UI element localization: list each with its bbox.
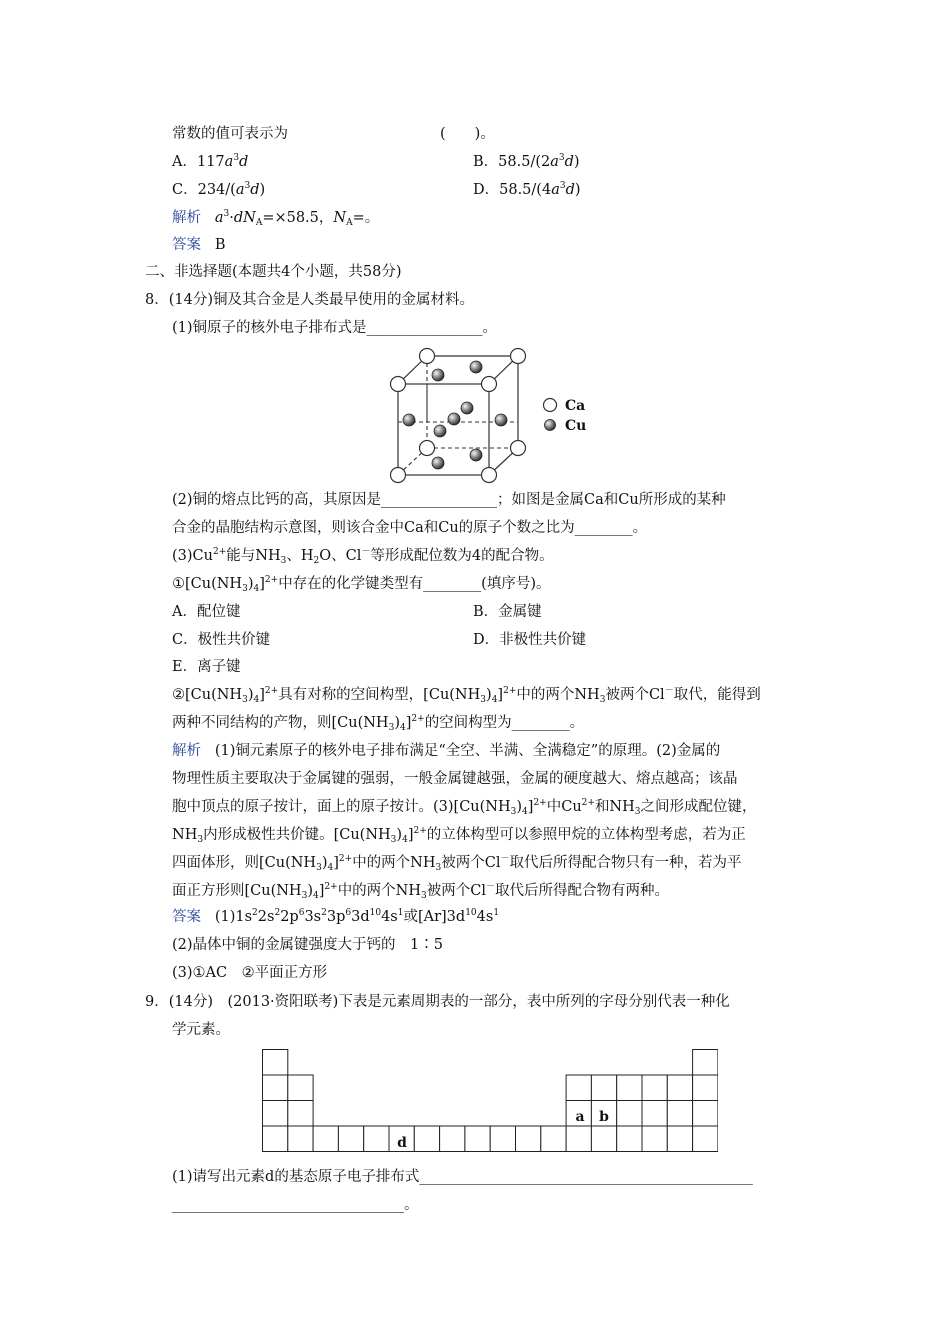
q8-part3: $(3)Cu^{2+}$能与$NH_3$、$H_2O$、Cl－等形成配位数为4的配合物。 [172,547,554,566]
cu-atom [495,414,507,426]
element-b-label: b [599,1109,609,1125]
q8-part3-2-line2: 两种不同结构的产物，则$[Cu(NH_3)_4]^{2+}$的空间构型为________。 [172,714,585,733]
q8-option-d: D．非极性共价键 [473,632,587,648]
periodic-table-cell [642,1126,667,1152]
q8-part3-2-line1: $②[Cu(NH_3)_4]^{2+}$具有对称的空间构型，$[Cu(NH_3)_4]^{2+}$中的两个$NH_3$被两个Cl－取代，能得到 [172,686,761,705]
q7-analysis: 解析 $a^3\cdot dN_A=\times 58.5$，$N_A=$。 [172,209,380,228]
cu-atom [432,457,444,469]
q7-answer: 答案 B [172,237,226,253]
periodic-table-cell [667,1075,692,1101]
q8-analysis-line6: 面正方形则$[Cu(NH_3)_4]^{2+}$中的两个$NH_3$被两个Cl－取代后所得配合物有两种。 [172,882,670,901]
q8-part2-line2: 合金的晶胞结构示意图，则该合金中Ca和Cu的原子个数之比为________。 [172,520,648,536]
periodic-table-cell [617,1101,642,1127]
element-d-label: d [397,1135,407,1151]
periodic-table-cell [617,1126,642,1152]
cu-atom [461,402,473,414]
periodic-table-cell [566,1126,591,1152]
section-heading: 二、非选择题(本题共4个小题，共58分) [145,264,402,280]
q8-part1: (1)铜原子的核外电子排布式是________________。 [172,320,498,336]
legend-cu-label: Cu [565,418,587,434]
q8-analysis-line1: 解析 (1)铜元素原子的核外电子排布满足“全空、半满、全满稳定”的原理。(2)金属的 [172,743,721,759]
periodic-table-cell [516,1126,541,1152]
periodic-table-cell [617,1075,642,1101]
element-a-label: a [575,1109,585,1125]
periodic-table-cell [693,1101,718,1127]
periodic-table-cell [364,1126,389,1152]
periodic-table-cell [667,1126,692,1152]
ca-atom [511,441,526,456]
periodic-table-cell [591,1126,616,1152]
periodic-table-cell [591,1075,616,1101]
periodic-table-cell [693,1075,718,1101]
periodic-table-cell [263,1075,288,1101]
q8-analysis-line5: 四面体形，则$[Cu(NH_3)_4]^{2+}$中的两个$NH_3$被两个Cl－取代后所得配合物只有一种，若为平 [172,854,742,873]
legend-cu-symbol [545,420,556,431]
periodic-table-cell [693,1050,718,1076]
q7-stem-tail: 常数的值可表示为 [172,126,288,142]
periodic-table-cell [263,1050,288,1076]
periodic-table-cell [313,1126,338,1152]
q8-option-b: B．金属键 [473,604,542,620]
ca-atom [420,441,435,456]
q8-answer-line2: (2)晶体中铜的金属键强度大于钙的 1∶5 [172,937,443,953]
periodic-table-cell [338,1126,363,1152]
ca-atom [420,349,435,364]
ca-atom [511,349,526,364]
q9-part1-line1: (1)请写出元素d的基态原子电子排布式______________________________________________ [172,1169,753,1185]
q8-analysis-line4: $NH_3$内形成极性共价键。$[Cu(NH_3)_4]^{2+}$的立体构型可以参照甲烷的立体构型考虑，若为正 [172,826,746,845]
q8-stem: 8．(14分)铜及其合金是人类最早使用的金属材料。 [145,292,474,308]
q8-option-e: E．离子键 [172,659,241,675]
periodic-table-cell [642,1075,667,1101]
q7-option-b: B．$58.5/(2a^3d)$ [473,153,580,170]
analysis-label: 解析 [172,743,201,759]
periodic-table-cell [541,1126,566,1152]
cu-atom [470,361,482,373]
ca-atom [482,468,497,483]
q9-part1-line2: ________________________________。 [172,1197,419,1213]
q8-analysis-line3: 胞中顶点的原子按计，面上的原子按计。$(3)[Cu(NH_3)_4]^{2+}$中$Cu^{2+}$和$NH_3$之间形成配位键， [172,798,757,817]
q8-answer-line3: (3)①AC ②平面正方形 [172,965,328,981]
periodic-table-cell [263,1126,288,1152]
periodic-table-cell [414,1126,439,1152]
legend-ca-label: Ca [565,398,586,414]
q7-option-a: A．$117a^3d$ [172,153,249,170]
periodic-table-cell [263,1101,288,1127]
q7-option-c: C．$234/(a^3d)$ [172,181,266,198]
cu-atom [434,425,446,437]
cu-atom [432,369,444,381]
ca-atom [391,468,406,483]
answer-label: 答案 [172,909,201,925]
cu-atom [403,414,415,426]
periodic-table-cell [693,1126,718,1152]
periodic-table-cell [288,1075,313,1101]
q8-option-c: C．极性共价键 [172,632,271,648]
cu-atom [448,413,460,425]
q8-analysis-line2: 物理性质主要取决于金属键的强弱，一般金属键越强，金属的硬度越大、熔点越高；该晶 [172,771,738,787]
answer-label: 答案 [172,237,201,253]
q8-answer-line1: 答案 $(1)1s^22s^22p^63s^23p^63d^{10}4s^1$或$[Ar]3d^{10}4s^1$ [172,908,500,925]
periodic-table-cell [642,1101,667,1127]
periodic-table-cell [566,1075,591,1101]
q9-stem-line2: 学元素。 [172,1022,230,1038]
periodic-table-cell [288,1101,313,1127]
ca-atom [482,377,497,392]
periodic-table-cell [490,1126,515,1152]
analysis-label: 解析 [172,210,201,226]
ca-atom [391,377,406,392]
q7-answer-paren: ( )。 [440,126,495,142]
q8-part3-1: $①[Cu(NH_3)_4]^{2+}$中存在的化学键类型有________(填序号)。 [172,575,551,594]
unit-cell-diagram [385,343,600,487]
cu-atom [470,449,482,461]
q7-option-d: D．$58.5/(4a^3d)$ [473,181,581,198]
periodic-table-outline [262,1049,718,1155]
legend-ca-symbol [544,399,557,412]
q8-option-a: A．配位键 [172,604,241,620]
periodic-table-cell [440,1126,465,1152]
periodic-table-cell [288,1126,313,1152]
q9-stem-line1: 9．(14分) (2013·资阳联考)下表是元素周期表的一部分，表中所列的字母分别代表一种化 [145,994,730,1010]
q8-part2-line1: (2)铜的熔点比钙的高，其原因是________________；如图是金属Ca和Cu所形成的某种 [172,492,726,508]
periodic-table-cell [465,1126,490,1152]
periodic-table-cell [667,1101,692,1127]
